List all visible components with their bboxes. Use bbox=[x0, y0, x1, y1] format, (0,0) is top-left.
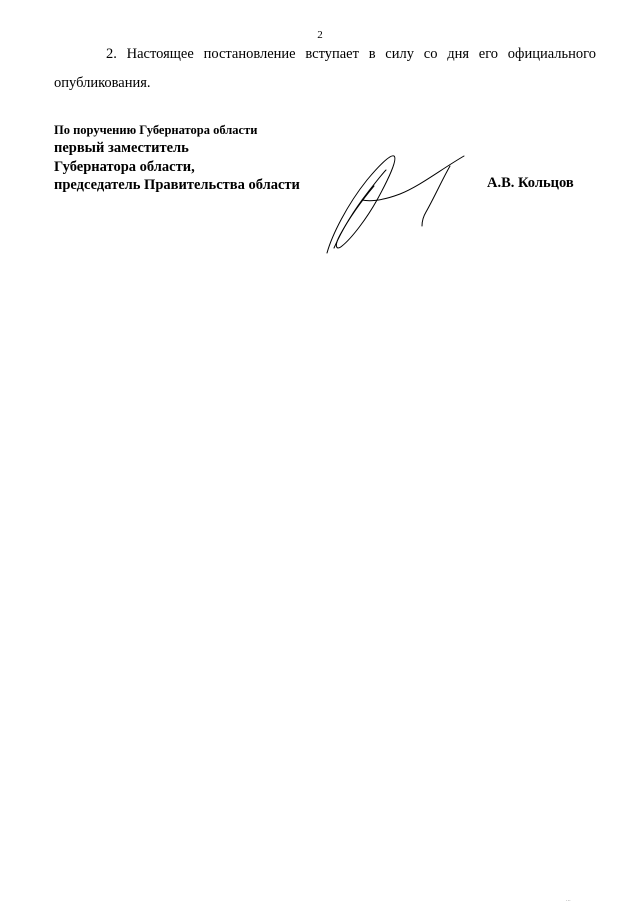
signer-name: А.В. Кольцов bbox=[487, 175, 574, 191]
signature-position-line-3: председатель Правительства области bbox=[54, 177, 300, 193]
page-number: 2 bbox=[317, 29, 323, 41]
signature-block bbox=[54, 121, 300, 195]
signature-authority-line: По поручению Губернатора области bbox=[54, 123, 258, 137]
signature-position-line-2: Губернатора области, bbox=[54, 158, 195, 175]
body-paragraph bbox=[54, 40, 596, 98]
signature-position-line-1: первый заместитель bbox=[54, 140, 189, 156]
footer-mark: ... bbox=[566, 897, 571, 903]
handwritten-signature-icon bbox=[322, 150, 472, 260]
paragraph-line-1: 2. Настоящее постановление вступает в силу со дня его официального bbox=[106, 46, 596, 62]
paragraph-line-2: опубликования. bbox=[54, 75, 151, 91]
